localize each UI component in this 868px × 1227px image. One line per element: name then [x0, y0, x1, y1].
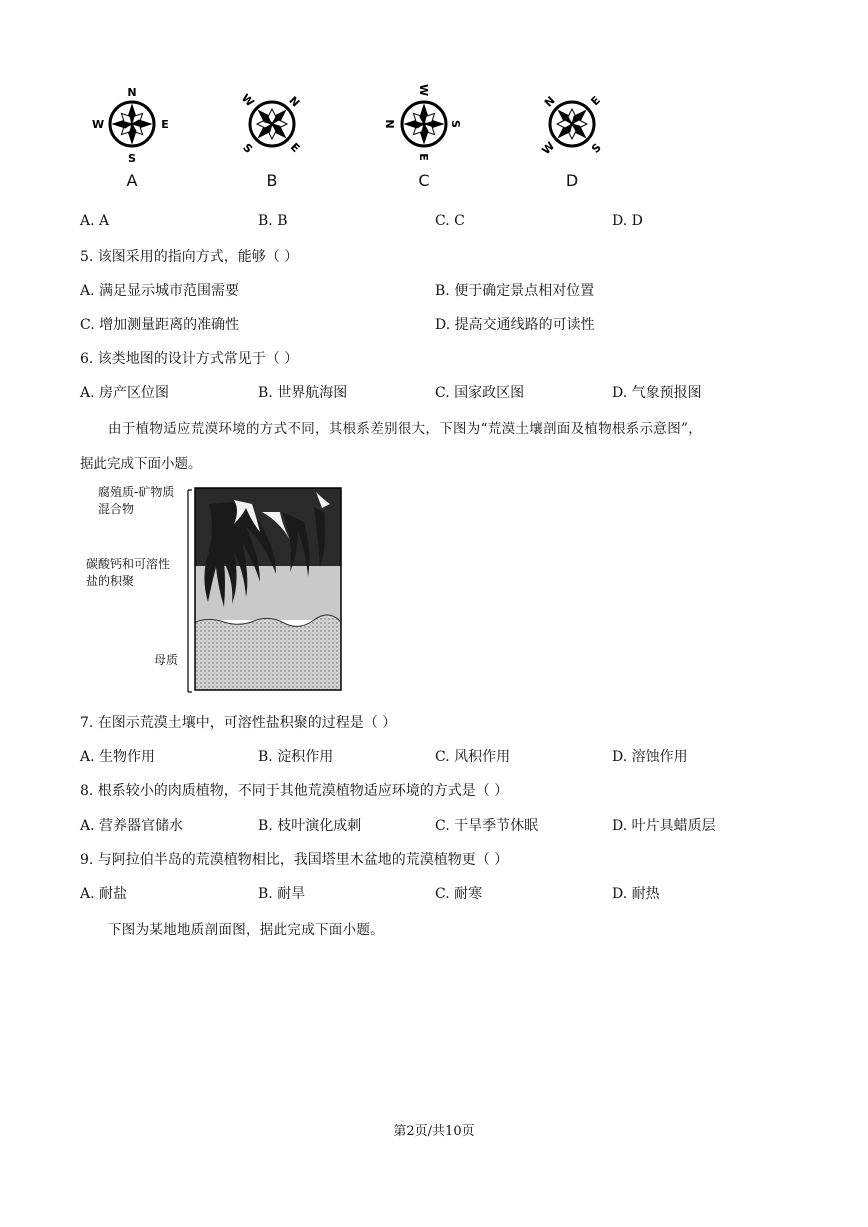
- compass-label-n: S: [449, 120, 462, 128]
- compass-option-d: [522, 78, 622, 198]
- compass-letter: D: [565, 171, 579, 190]
- compass-label-w: W: [91, 118, 105, 131]
- q9-option-a[interactable]: A. 耐盐: [80, 886, 128, 902]
- question-5-stem: 5. 该图采用的指向方式，能够（ ）: [80, 249, 299, 265]
- q6-option-b[interactable]: B. 世界航海图: [258, 385, 348, 401]
- intro-paragraph-line-2: 据此完成下面小题。: [80, 456, 202, 472]
- q5-option-d[interactable]: D. 提高交通线路的可读性: [435, 317, 595, 333]
- q7-option-a[interactable]: A. 生物作用: [80, 749, 156, 765]
- compass-letter: C: [418, 171, 430, 190]
- q4-option-a[interactable]: A. A: [80, 213, 110, 229]
- q8-option-b[interactable]: B. 枝叶演化成刺: [258, 818, 362, 834]
- q4-option-b[interactable]: B. B: [258, 213, 288, 229]
- q4-option-c[interactable]: C. C: [435, 213, 465, 229]
- soil-label-top-line-1: 腐殖质-矿物质: [98, 485, 175, 499]
- rose-center: [130, 122, 134, 126]
- q6-option-c[interactable]: C. 国家政区图: [435, 385, 525, 401]
- q7-option-d[interactable]: D. 溶蚀作用: [612, 749, 688, 765]
- compass-letter: B: [266, 171, 278, 190]
- intro-paragraph-2: 下图为某地地质剖面图，据此完成下面小题。: [108, 922, 384, 938]
- q9-option-d[interactable]: D. 耐热: [612, 886, 660, 902]
- compass-option-a: [82, 78, 182, 198]
- question-8-stem: 8. 根系较小的肉质植物，不同于其他荒漠植物适应环境的方式是（ ）: [80, 783, 509, 799]
- compass-label-n: N: [286, 93, 303, 110]
- compass-label-n: N: [127, 86, 137, 99]
- compass-option-c: [374, 78, 474, 198]
- compass-label-s: S: [588, 140, 604, 156]
- soil-label-top-line-2: 混合物: [98, 502, 135, 516]
- compass-label-s: S: [240, 140, 256, 156]
- intro-paragraph-line-1: 由于植物适应荒漠环境的方式不同，其根系差别很大，下图为“荒漠土壤剖面及植物根系示意图”，: [108, 421, 703, 437]
- compass-label-w: W: [238, 91, 257, 110]
- compass-label-e: E: [161, 118, 169, 131]
- q6-option-a[interactable]: A. 房产区位图: [80, 385, 170, 401]
- compass-rose-icon: [405, 105, 443, 143]
- question-7-stem: 7. 在图示荒漠土壤中，可溶性盐积聚的过程是（ ）: [80, 715, 397, 731]
- q7-option-c[interactable]: C. 风积作用: [435, 749, 511, 765]
- question-6-stem: 6. 该类地图的设计方式常见于（ ）: [80, 351, 299, 367]
- rose-center: [422, 122, 426, 126]
- layer-parent-material: [195, 615, 341, 690]
- q8-option-d[interactable]: D. 叶片具蜡质层: [612, 818, 716, 834]
- q7-option-b[interactable]: B. 淀积作用: [258, 749, 334, 765]
- compass-option-b: [222, 78, 322, 198]
- q5-option-a[interactable]: A. 满足显示城市范围需要: [80, 283, 240, 299]
- q9-option-b[interactable]: B. 耐旱: [258, 886, 306, 902]
- compass-rose-icon: [113, 105, 151, 143]
- soil-label-middle-line-1: 碳酸钙和可溶性: [86, 557, 171, 571]
- q8-option-c[interactable]: C. 干旱季节休眠: [435, 818, 539, 834]
- compass-label-w: W: [417, 83, 430, 97]
- soil-label-middle-line-2: 盐的积聚: [86, 574, 135, 588]
- q9-option-c[interactable]: C. 耐寒: [435, 886, 483, 902]
- compass-label-s: S: [128, 152, 136, 165]
- q4-option-d[interactable]: D. D: [612, 213, 643, 229]
- compass-label-w: W: [539, 139, 558, 158]
- compass-label-e: E: [417, 153, 430, 161]
- compass-label-s: N: [383, 119, 396, 129]
- page-number: 第2页/共10页: [393, 1124, 475, 1139]
- q5-option-c[interactable]: C. 增加测量距离的准确性: [80, 317, 240, 333]
- soil-profile-figure: [84, 482, 354, 697]
- compass-letter: A: [126, 171, 138, 190]
- compass-label-e: E: [287, 140, 303, 155]
- q6-option-d[interactable]: D. 气象预报图: [612, 385, 702, 401]
- compass-label-e: E: [588, 93, 603, 109]
- compass-label-n: N: [541, 93, 558, 110]
- question-9-stem: 9. 与阿拉伯半岛的荒漠植物相比，我国塔里木盆地的荒漠植物更（ ）: [80, 852, 509, 868]
- soil-label-bottom: 母质: [154, 653, 179, 667]
- q8-option-a[interactable]: A. 营养器官储水: [80, 818, 184, 834]
- q5-option-b[interactable]: B. 便于确定景点相对位置: [435, 283, 595, 299]
